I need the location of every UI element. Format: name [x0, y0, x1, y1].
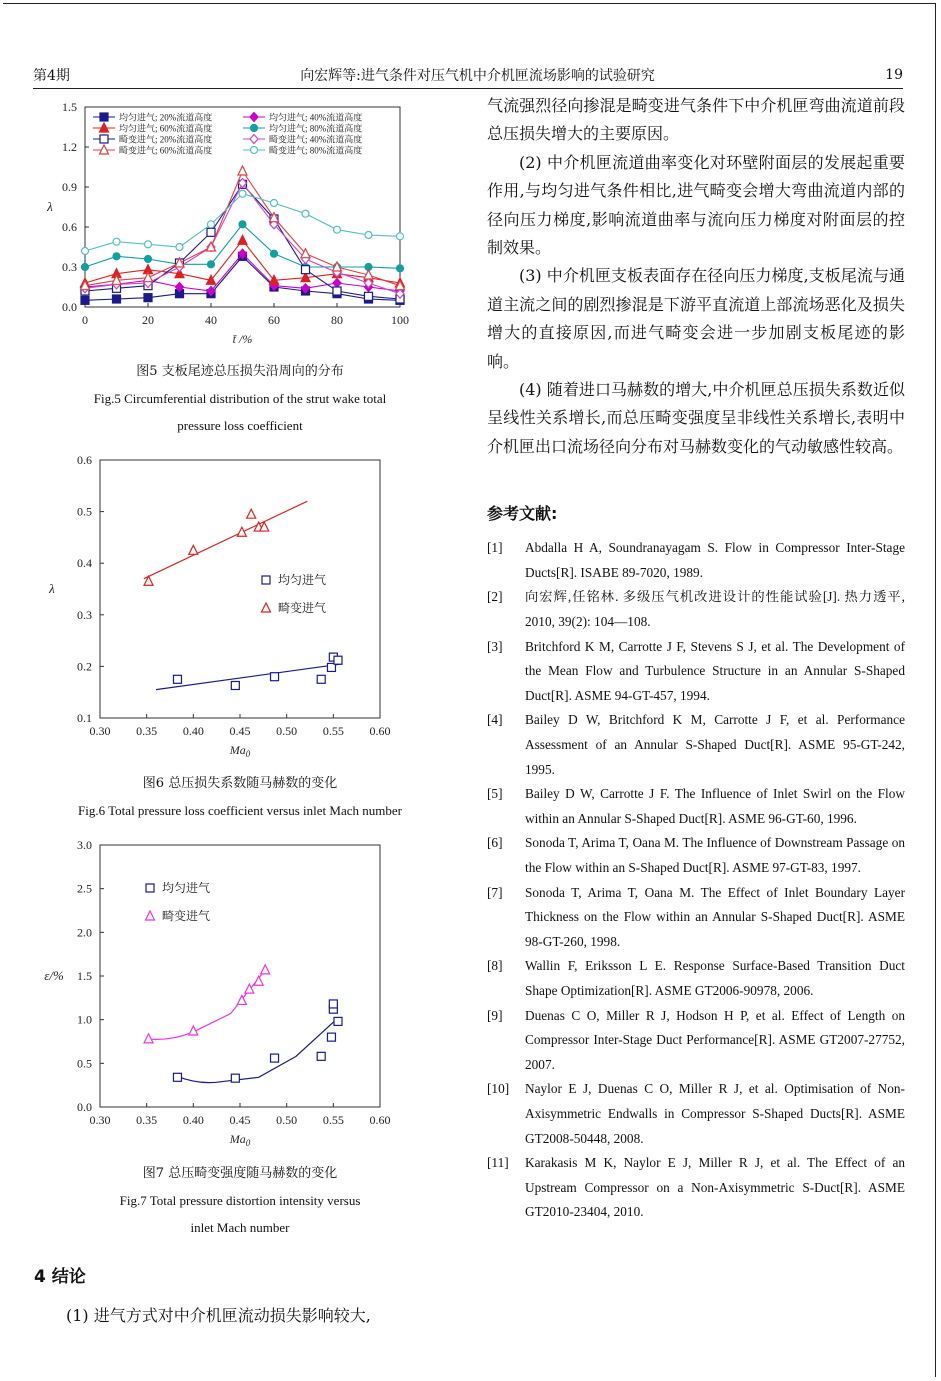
reference-number: [3] [487, 638, 503, 654]
reference-number: [7] [487, 884, 503, 900]
fig6-caption-cn: 图6 总压损失系数随马赫数的变化 [142, 776, 338, 791]
series [82, 221, 404, 272]
y-tick-label: 1.5 [77, 969, 92, 983]
reference-text: Bailey D W, Carrotte J F. The Influence of Inlet Swirl on the Flow within an Annular S-Shaped Duct[R]. ASME 96-GT-60, 1996. [525, 786, 905, 826]
reference-item [487, 1004, 905, 1078]
data-point [173, 675, 181, 683]
fig7-caption-en-1: Fig.7 Total pressure distortion intensity versus [119, 1193, 361, 1208]
data-point [231, 1074, 239, 1082]
y-tick-label: 2.0 [77, 925, 92, 940]
y-tick-label: 1.0 [77, 1012, 92, 1027]
y-tick-label: 2.5 [77, 881, 92, 896]
plot-frame [100, 460, 380, 718]
reference-item [487, 881, 905, 955]
data-point [261, 965, 270, 974]
reference-text: Abdalla H A, Soundranayagam S. Flow in Compressor Inter-Stage Ducts[R]. ISABE 89-7020, 1989. [525, 540, 905, 580]
y-tick-label: 3.0 [77, 838, 92, 852]
data-point [271, 200, 278, 207]
data-point [333, 287, 341, 295]
reference-text: Karakasis M K, Naylor E J, Miller R J, et al. The Effect of an Upstream Compressor on a Non-Axisymmetric S-Duct[R]. ASME GT2010-23404, 2010. [525, 1155, 905, 1220]
reference-number: [8] [487, 958, 503, 974]
x-tick-label: 0.50 [276, 1113, 298, 1127]
reference-number: [9] [487, 1007, 503, 1023]
y-axis-label: λ [49, 581, 55, 596]
x-tick-label: 0.50 [276, 724, 298, 738]
x-axis-label: $Ma_0$ [229, 743, 251, 759]
legend-label: 均匀进气 [278, 573, 327, 587]
data-point [238, 235, 247, 244]
y-tick-label: 0.2 [77, 659, 92, 674]
data-point [144, 294, 152, 302]
legend-marker [146, 911, 155, 920]
legend-marker [262, 603, 271, 612]
legend-label: 畸变进气; 80%流道高度 [269, 145, 363, 156]
running-header [33, 64, 903, 86]
fit-curve [147, 970, 266, 1040]
reference-item [487, 1077, 905, 1151]
legend-label: 均匀进气; 80%流道高度 [269, 123, 363, 134]
series [156, 572, 343, 690]
legend-marker [262, 576, 270, 584]
data-point [176, 244, 183, 251]
x-tick-label: 0.45 [229, 724, 251, 738]
paragraph-continued: 气流强烈径向掺混是畸变进气条件下中介机匣弯曲流道前段总压损失增大的主要原因。 [487, 96, 905, 144]
data-point [113, 253, 120, 260]
data-point [113, 295, 121, 303]
data-point [237, 995, 246, 1004]
reference-item [487, 635, 905, 709]
data-point [317, 1052, 325, 1060]
fig6-caption [30, 770, 450, 824]
data-point [327, 1033, 335, 1041]
x-tick-label: 40 [205, 313, 217, 327]
data-point [82, 248, 89, 255]
references-title: 参考文献: [487, 504, 558, 524]
legend-label: 均匀进气; 40%流道高度 [269, 112, 363, 123]
reference-text: Wallin F, Eriksson L E. Response Surface-Based Transition Duct Shape Optimization[R]. ASME GT2006-90978, 2006. [525, 958, 905, 998]
reference-number: [11] [487, 1155, 509, 1171]
data-point [302, 266, 310, 274]
data-point [113, 238, 120, 245]
legend-marker [251, 125, 258, 132]
running-title: 向宏辉等:进气条件对压气机中介机匣流场影响的试验研究 [300, 68, 655, 84]
legend-label: 均匀进气; 60%流道高度 [119, 123, 213, 134]
legend-label: 畸变进气; 40%流道高度 [269, 134, 363, 145]
data-point [397, 265, 404, 272]
legend-marker [146, 884, 154, 892]
data-point [82, 264, 89, 271]
legend [93, 112, 362, 156]
fit-line [144, 501, 307, 578]
x-tick-label: 0.35 [136, 724, 158, 738]
legend-label: 畸变进气; 20%流道高度 [119, 134, 213, 145]
x-axis-label: t̄ /% [232, 332, 253, 346]
legend-marker [100, 135, 108, 143]
data-point [145, 256, 152, 263]
x-tick-label: 80 [331, 313, 343, 327]
reference-item [487, 782, 905, 831]
reference-item [487, 585, 905, 634]
reference-item [487, 708, 905, 782]
section-title-conclusion: 4 结论 [34, 1267, 86, 1287]
data-point [81, 296, 89, 304]
data-point [189, 545, 198, 554]
header-rule [33, 88, 903, 89]
y-tick-label: 0.0 [62, 300, 77, 314]
data-point [145, 241, 152, 248]
page-number: 19 [885, 67, 903, 83]
legend-label: 均匀进气 [162, 881, 211, 895]
x-tick-label: 0 [82, 313, 88, 327]
reference-list [487, 536, 905, 1225]
data-point [329, 1000, 337, 1008]
y-tick-label: 0.5 [77, 1056, 92, 1071]
fig7-caption-en-2: inlet Mach number [190, 1220, 290, 1235]
reference-text: Sonoda T, Arima T, Oana M. The Influence of Downstream Passage on the Flow within an S-Shaped Duct[R]. ASME 97-GT-83, 1997. [525, 835, 905, 875]
data-point [334, 656, 342, 664]
x-tick-label: 0.45 [229, 1113, 251, 1127]
data-point [317, 675, 325, 683]
data-point [144, 1034, 153, 1043]
data-point [247, 509, 256, 518]
y-tick-label: 1.2 [62, 140, 77, 154]
y-tick-label: 0.3 [62, 260, 77, 274]
series-line [85, 224, 400, 268]
legend-label: 均匀进气; 20%流道高度 [119, 112, 213, 123]
data-point [237, 527, 246, 536]
reference-text: 向宏辉,任铭林. 多级压气机改进设计的性能试验[J]. 热力透平, 2010, 39(2): 104—108. [525, 589, 905, 630]
data-point [238, 166, 247, 175]
conclusion-paragraph-1 [34, 1302, 450, 1330]
data-point [271, 673, 279, 681]
legend-marker [100, 113, 108, 121]
reference-item [487, 954, 905, 1003]
fig6-caption-en: Fig.6 Total pressure loss coefficient versus inlet Mach number [78, 803, 402, 818]
data-point [239, 190, 246, 197]
reference-number: [10] [487, 1081, 510, 1097]
series [144, 501, 326, 615]
x-tick-label: 0.35 [136, 1113, 158, 1127]
fig5-caption [30, 358, 450, 439]
reference-text: Bailey D W, Britchford K M, Carrotte J F, et al. Performance Assessment of an Annular S-Shaped Duct[R]. ASME 95-GT-242, 1995. [525, 712, 905, 777]
data-point [365, 292, 373, 300]
reference-number: [1] [487, 540, 503, 556]
x-tick-label: 0.40 [182, 724, 204, 738]
reference-item [487, 831, 905, 880]
conclusion-p1-text: (1) 进气方式对中介机匣流动损失影响较大, [66, 1306, 371, 1325]
data-point [333, 279, 341, 288]
data-point [207, 228, 215, 236]
data-point [334, 226, 341, 233]
y-axis-label: λ [47, 199, 53, 214]
y-tick-label: 0.9 [62, 180, 77, 194]
x-axis-label: $Ma_0$ [229, 1132, 251, 1148]
fig5-caption-en-2: pressure loss coefficient [177, 418, 303, 433]
data-point [208, 221, 215, 228]
reference-text: Sonoda T, Arima T, Oana M. The Effect of Inlet Boundary Layer Thickness on the Flow within an Annular S-Shaped Duct[R]. ASME 98-GT-260, 1998. [525, 884, 905, 949]
y-tick-label: 0.0 [77, 1100, 92, 1114]
reference-number: [4] [487, 712, 503, 728]
y-axis-label: ε/% [44, 968, 64, 983]
legend-label: 畸变进气 [162, 909, 211, 923]
reference-item [487, 536, 905, 585]
data-point [334, 1017, 342, 1025]
reference-number: [6] [487, 835, 503, 851]
data-point [271, 250, 278, 257]
x-tick-label: 0.55 [322, 1113, 344, 1127]
reference-text: Britchford K M, Carrotte J F, Stevens S J, et al. The Development of the Mean Flow and Turbulence Structure in an Annular S-Shaped Duct[R]. ASME 94-GT-457, 1994. [525, 638, 905, 703]
conclusion-paragraph-3: (3) 中介机匣支板表面存在径向压力梯度,支板尾流与通道主流之间的剧烈掺混是下游平直流道上部流场恶化及损失增大的直接原因,而进气畸变会进一步加剧支板尾迹的影响。 [487, 266, 905, 371]
legend-marker [250, 113, 258, 122]
reference-text: Naylor E J, Duenas C O, Miller R J, et al. Optimisation of Non-Axisymmetric Endwalls in Compressor S-Shaped Ducts[R]. ASME GT2008-50448, 2008. [525, 1081, 905, 1146]
y-tick-label: 0.6 [77, 453, 92, 467]
data-point [208, 261, 215, 268]
x-tick-label: 0.60 [369, 1113, 391, 1127]
conclusion-paragraph-4: (4) 随着进口马赫数的增大,中介机匣总压损失系数近似呈线性关系增长,而总压畸变强度呈非线性关系增长,表明中介机匣出口流场径向分布对马赫数变化的气动敏感性较高。 [487, 380, 905, 456]
legend-marker [250, 135, 258, 144]
fig7-caption [30, 1160, 450, 1241]
y-tick-label: 0.3 [77, 607, 92, 622]
x-tick-label: 0.30 [89, 1113, 111, 1127]
reference-text: Duenas C O, Miller R J, Hodson H P, et al. Effect of Length on Compressor Inter-Stage Duct Performance[R]. ASME GT2007-27752, 2007. [525, 1007, 905, 1072]
fig7-chart [30, 832, 450, 1160]
y-tick-label: 1.5 [62, 100, 77, 114]
legend-label: 畸变进气 [278, 601, 327, 615]
data-point [397, 233, 404, 240]
data-point [173, 1073, 181, 1081]
x-tick-label: 0.60 [369, 724, 391, 738]
data-point [365, 232, 372, 239]
plot-frame [100, 845, 380, 1107]
reference-number: [2] [487, 589, 503, 605]
reference-item [487, 1151, 905, 1225]
fig7-caption-cn: 图7 总压畸变强度随马赫数的变化 [142, 1166, 338, 1181]
x-tick-label: 0.30 [89, 724, 111, 738]
y-tick-label: 0.1 [77, 711, 92, 725]
fig5-chart [30, 92, 450, 357]
x-tick-label: 20 [142, 313, 154, 327]
legend-label: 畸变进气; 60%流道高度 [119, 145, 213, 156]
legend-marker [251, 147, 258, 154]
data-point [239, 221, 246, 228]
fit-line [156, 664, 343, 690]
fig6-chart [30, 445, 450, 770]
y-tick-label: 0.4 [77, 556, 92, 571]
series [144, 908, 270, 1043]
data-point [231, 681, 239, 689]
y-tick-label: 0.6 [62, 220, 77, 234]
series-line [85, 240, 400, 283]
fig5-caption-en-1: Fig.5 Circumferential distribution of the strut wake total [93, 391, 387, 406]
fig5-caption-cn: 图5 支板尾迹总压损失沿周向的分布 [136, 364, 344, 379]
data-point [254, 976, 263, 985]
x-tick-label: 100 [391, 313, 409, 327]
reference-number: [5] [487, 786, 503, 802]
right-column [487, 92, 905, 1225]
conclusion-paragraph-2: (2) 中介机匣流道曲率变化对环壁附面层的发展起重要作用,与均匀进气条件相比,进气畸变会增大弯曲流道内部的径向压力梯度,影响流道曲率与流向压力梯度对附面层的控制效果。 [487, 152, 905, 258]
x-tick-label: 60 [268, 313, 280, 327]
y-tick-label: 0.5 [77, 504, 92, 519]
data-point [271, 1054, 279, 1062]
issue-number: 第4期 [33, 68, 70, 84]
x-tick-label: 0.40 [182, 1113, 204, 1127]
data-point [302, 210, 309, 217]
x-tick-label: 0.55 [322, 724, 344, 738]
